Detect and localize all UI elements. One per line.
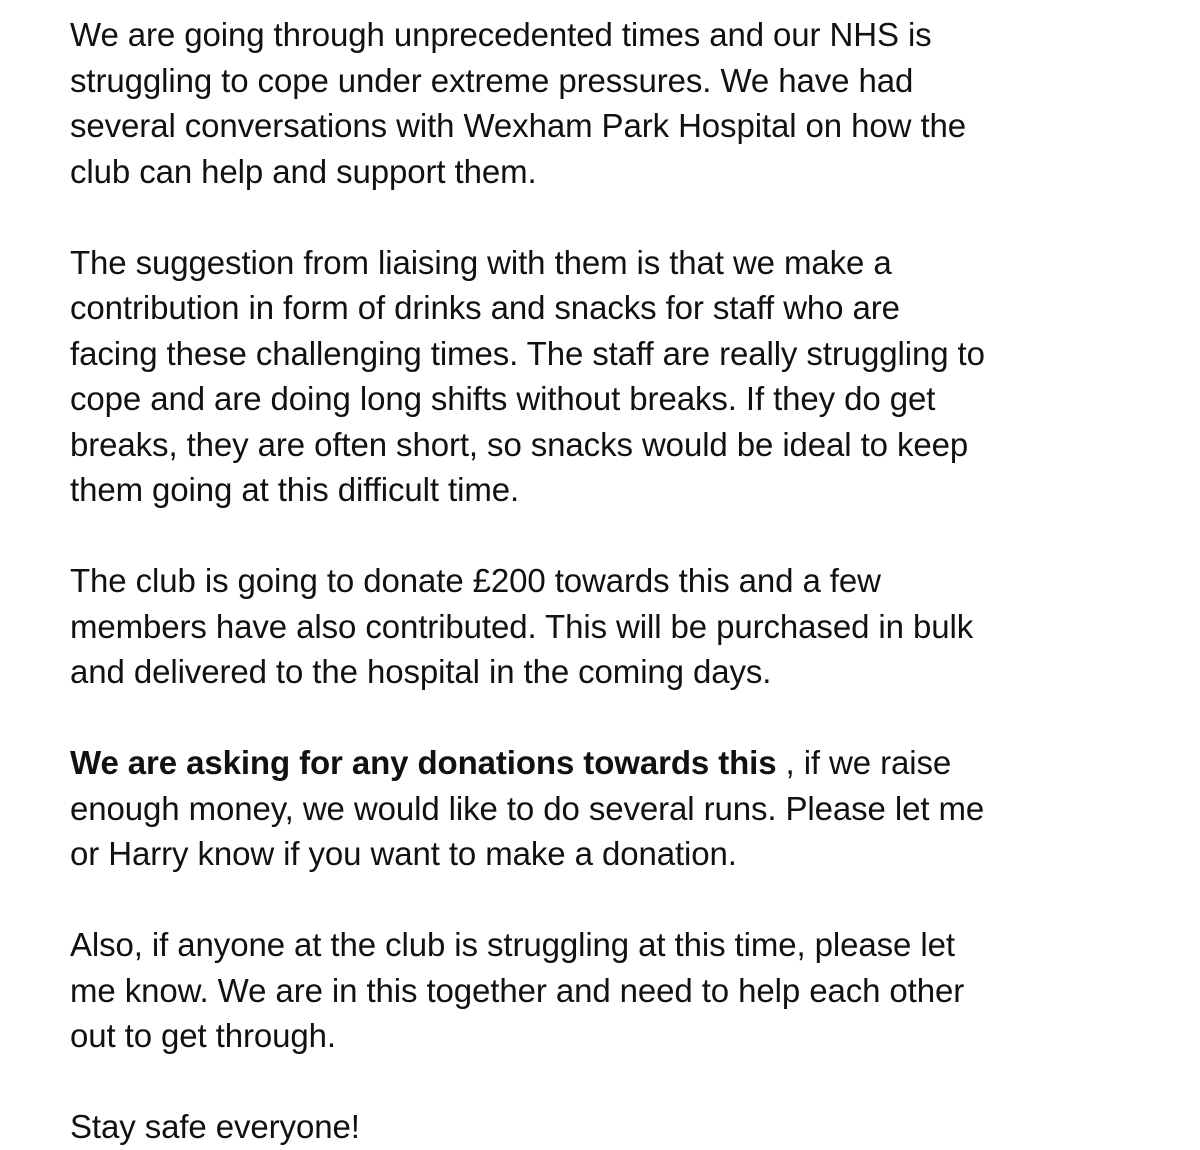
text-line: The club is going to donate £200 towards this and a few <box>70 562 881 599</box>
text-line: and delivered to the hospital in the coming days. <box>70 653 772 690</box>
text-line: them going at this difficult time. <box>70 471 520 508</box>
bold-donation-request: We are asking for any donations towards this <box>70 744 777 781</box>
text-line: members have also contributed. This will be purchased in bulk <box>70 607 974 645</box>
text-line: Stay safe everyone! <box>70 1108 360 1145</box>
paragraph-nhs-pressures <box>70 12 1180 194</box>
text-line: breaks, they are often short, so snacks would be ideal to keep <box>70 425 969 463</box>
paragraph-donation-request <box>70 740 1180 877</box>
text-line: facing these challenging times. The staff are really struggling to <box>70 334 985 372</box>
text-line: contribution in form of drinks and snacks for staff who are <box>70 289 900 326</box>
text-line: We are going through unprecedented times and our NHS is <box>70 16 932 53</box>
text-line: enough money, we would like to do several runs. Please let me <box>70 789 985 827</box>
paragraph-support-offer <box>70 922 1180 1059</box>
text-line <box>70 740 1180 786</box>
text-fragment: , if we raise <box>776 744 952 781</box>
text-line: or Harry know if you want to make a donation. <box>70 835 737 872</box>
text-line: out to get through. <box>70 1017 336 1054</box>
paragraph-donation-amount <box>70 558 1180 695</box>
text-line: club can help and support them. <box>70 152 537 190</box>
text-line: struggling to cope under extreme pressures. We have had <box>70 61 914 99</box>
text-line: The suggestion from liaising with them is that we make a <box>70 243 892 281</box>
document-body <box>70 12 1180 1150</box>
text-line: me know. We are in this together and need to help each other <box>70 971 965 1009</box>
text-line: Also, if anyone at the club is struggling at this time, please let <box>70 926 955 963</box>
paragraph-suggestion <box>70 240 1180 513</box>
text-line: several conversations with Wexham Park Hospital on how the <box>70 107 967 144</box>
text-line: cope and are doing long shifts without breaks. If they do get <box>70 380 936 417</box>
